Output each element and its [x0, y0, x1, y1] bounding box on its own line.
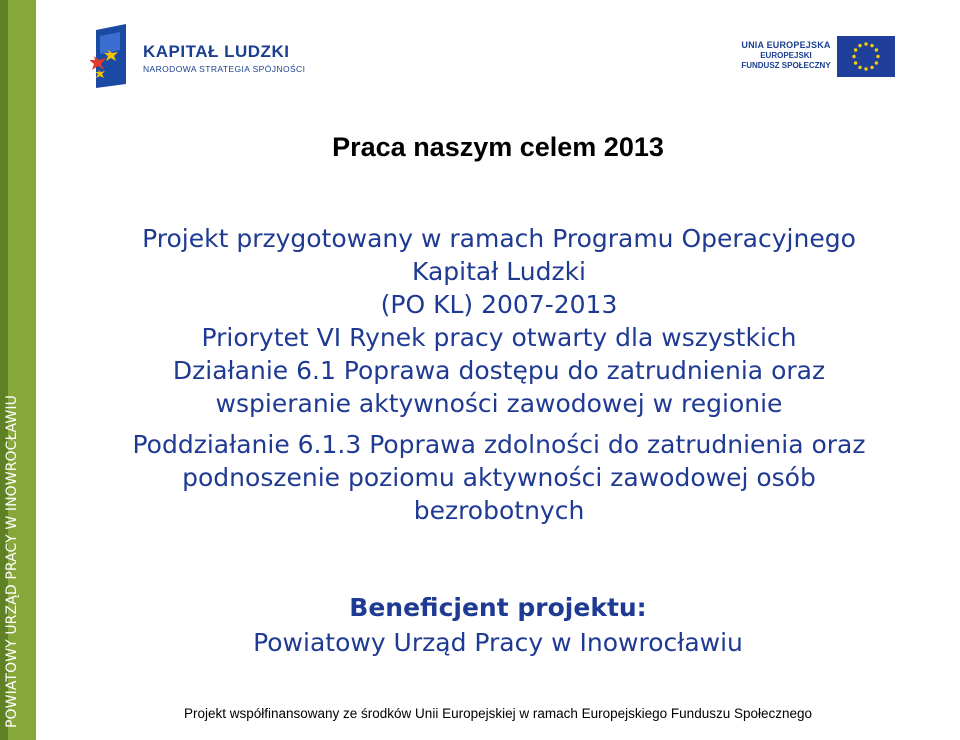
program-line-9: bezrobotnych — [413, 496, 585, 525]
kapital-ludzki-logo — [90, 22, 306, 90]
eu-logo — [740, 36, 900, 82]
program-line-7: Poddziałanie 6.1.3 Poprawa zdolności do zatrudnienia oraz — [132, 430, 866, 459]
kapital-ludzki-subtitle: NARODOWA STRATEGIA SPÓJNOŚCI — [143, 64, 306, 74]
program-line-6: wspieranie aktywności zawodowej w regionie — [215, 389, 783, 418]
kapital-ludzki-title: KAPITAŁ LUDZKI — [143, 42, 290, 61]
eu-flag-icon — [837, 36, 895, 77]
eu-logo-line-3: FUNDUSZ SPOŁECZNY — [741, 61, 831, 70]
eu-logo-line-1: UNIA EUROPEJSKA — [741, 40, 831, 50]
program-description — [44, 222, 954, 527]
sidebar-band — [0, 0, 36, 740]
program-line-3: (PO KL) 2007-2013 — [380, 290, 618, 319]
program-line-4: Priorytet VI Rynek pracy otwarty dla wszystkich — [201, 323, 797, 352]
kapital-ludzki-emblem-icon — [90, 22, 138, 90]
sidebar-vertical-text: POWIATOWY URZĄD PRACY W INOWROCŁAWIU — [4, 395, 20, 728]
program-line-2: Kapitał Ludzki — [411, 257, 586, 286]
program-line-5: Działanie 6.1 Poprawa dostępu do zatrudnienia oraz — [172, 356, 826, 385]
eu-logo-text — [740, 40, 832, 72]
footer-note: Projekt współfinansowany ze środków Unii Europejskiej w ramach Europejskiego Funduszu Społecznego — [183, 706, 813, 721]
program-line-1: Projekt przygotowany w ramach Programu Operacyjnego — [142, 224, 856, 253]
page-title: Praca naszym celem 2013 — [332, 132, 664, 162]
beneficiary-title: Beneficjent projektu: — [349, 593, 647, 622]
program-line-8: podnoszenie poziomu aktywności zawodowej osób — [182, 463, 816, 492]
eu-logo-line-2: EUROPEJSKI — [760, 50, 812, 60]
beneficiary-name: Powiatowy Urząd Pracy w Inowrocławiu — [253, 628, 743, 657]
